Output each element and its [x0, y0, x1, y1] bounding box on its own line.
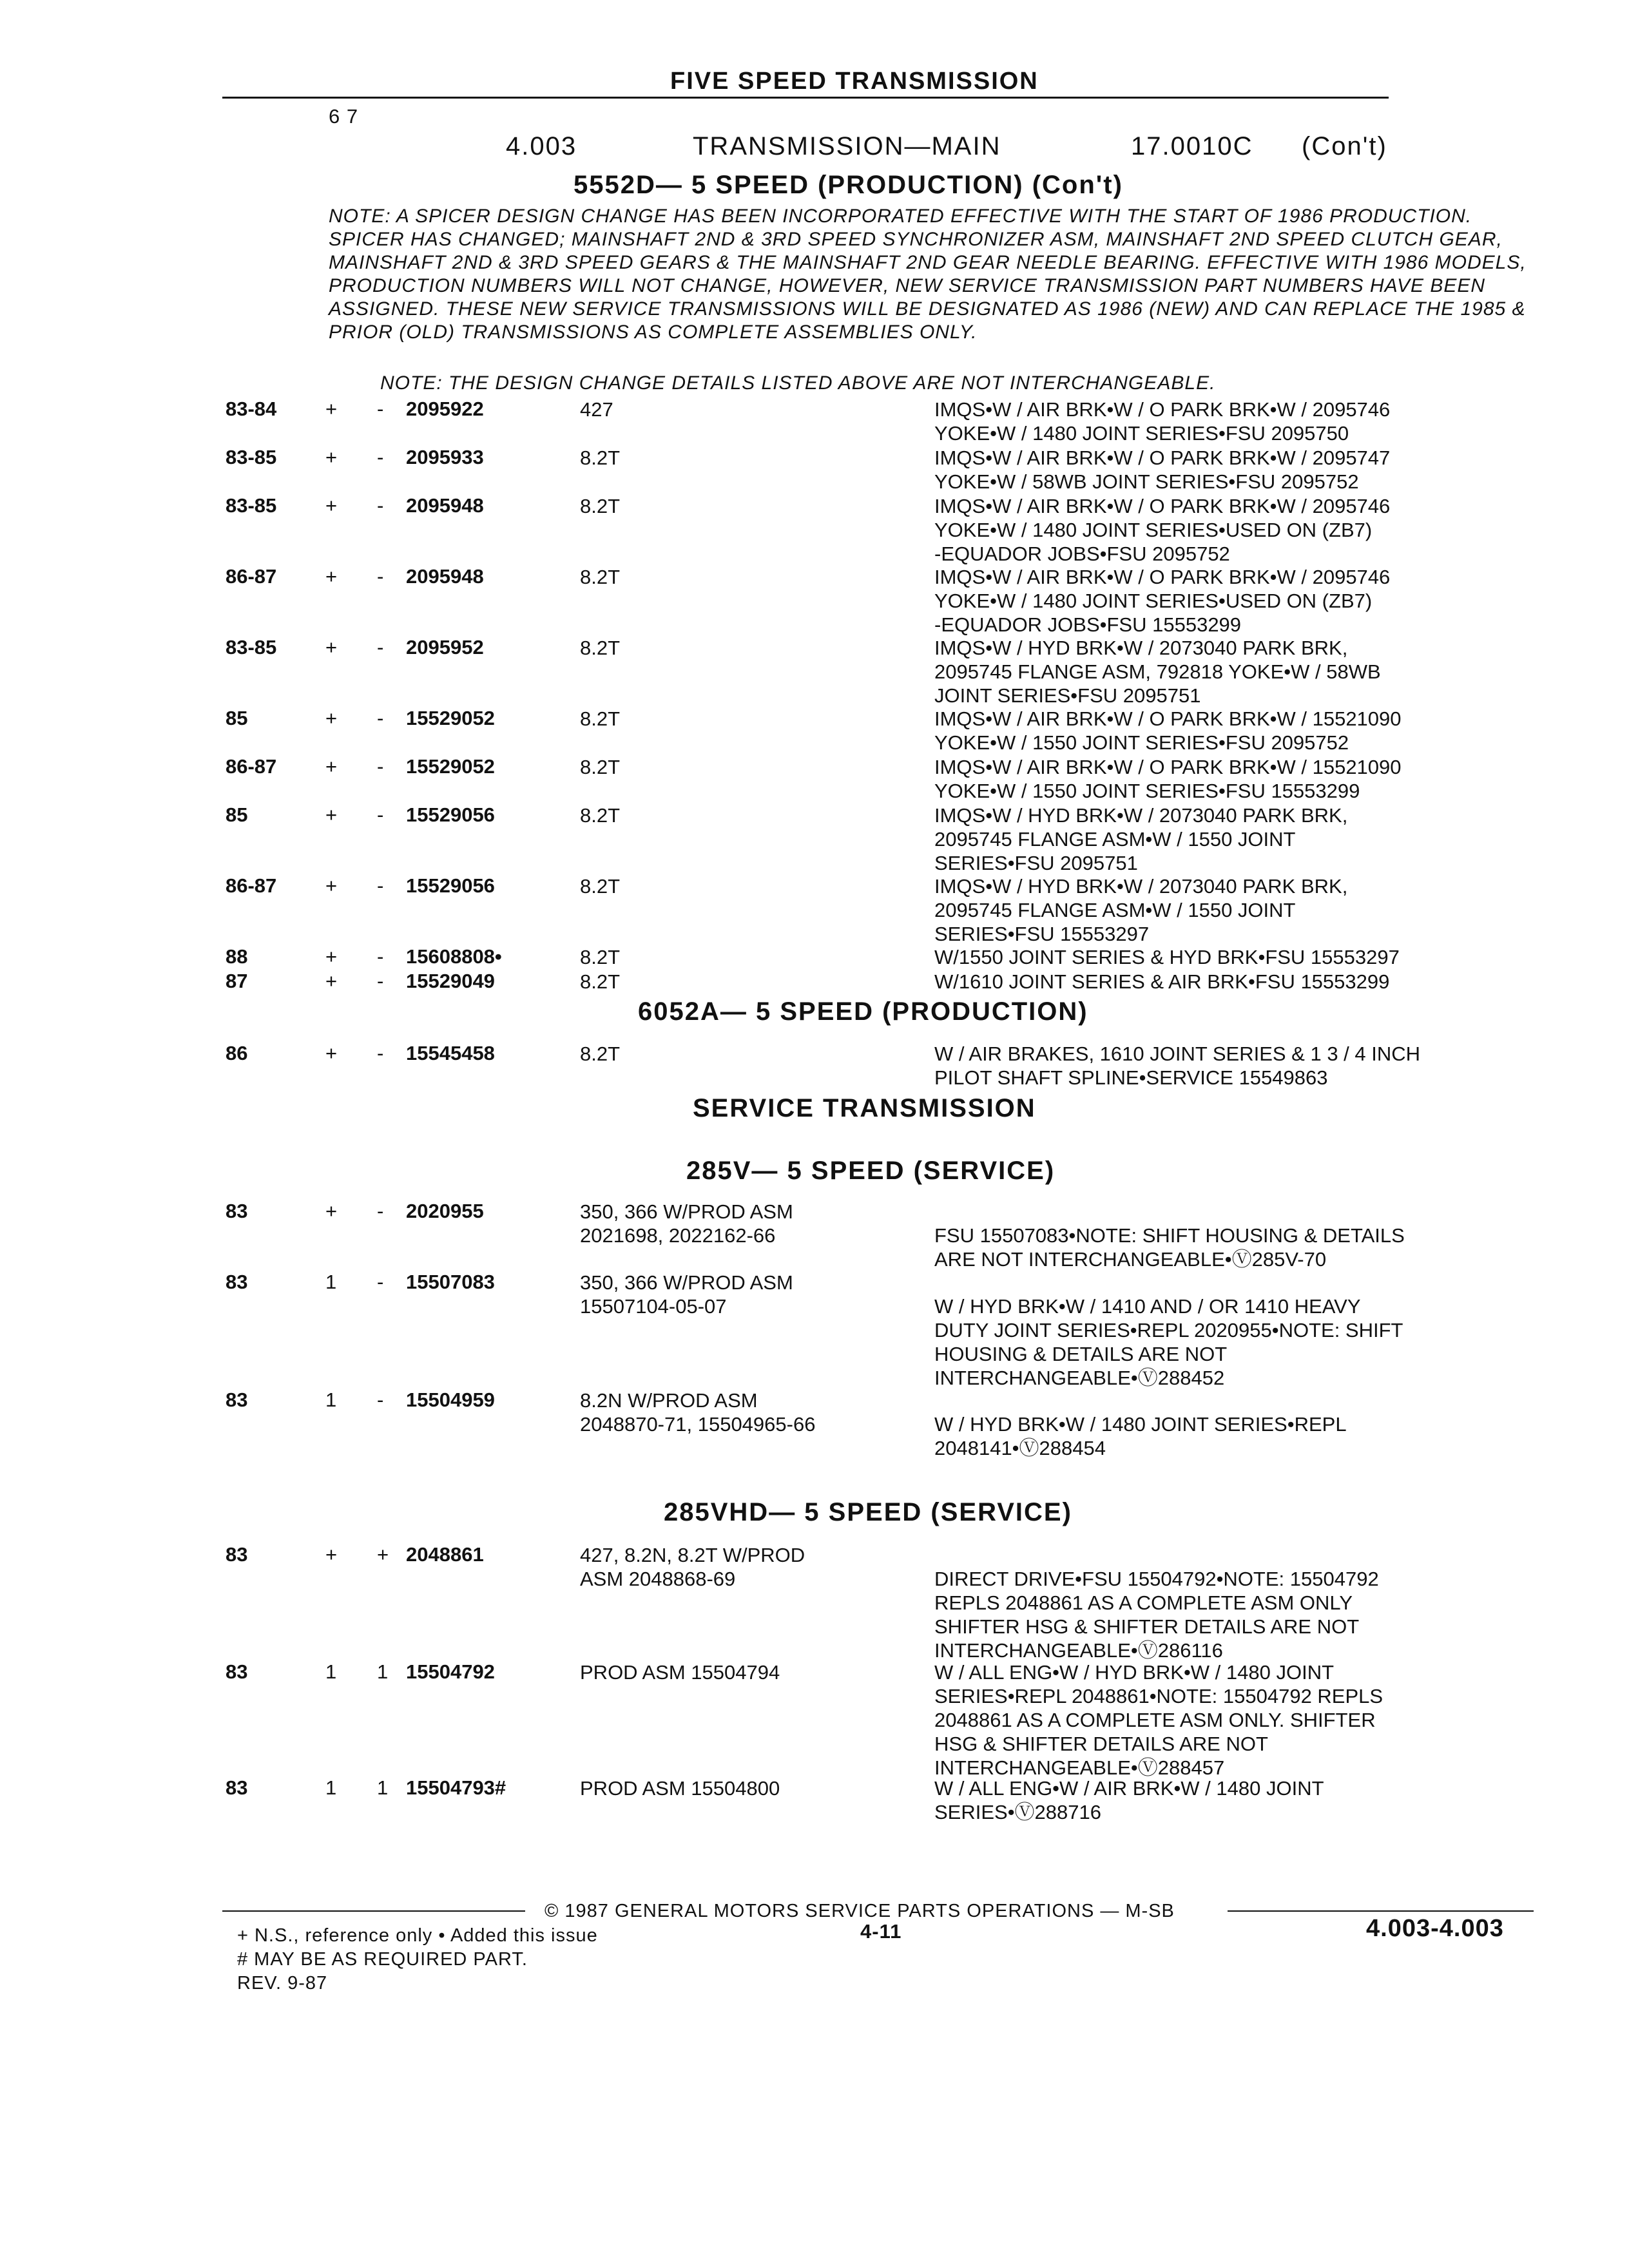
qty-col-7: -: [377, 874, 384, 897]
engine-size: PROD ASM 15504794: [580, 1661, 780, 1684]
description: IMQS•W / HYD BRK•W / 2073040 PARK BRK, 2095745 FLANGE ASM•W / 1550 JOINT SERIES•FSU 15553297: [934, 875, 1348, 945]
service-transmission-heading: SERVICE TRANSMISSION: [693, 1094, 1036, 1122]
model-year: 85: [226, 803, 248, 826]
qty-col-7: -: [377, 945, 384, 968]
qty-col-7: -: [377, 970, 384, 992]
model-year: 83: [226, 1776, 248, 1799]
description: IMQS•W / AIR BRK•W / O PARK BRK•W / 2095746 YOKE•W / 1480 JOINT SERIES•FSU 2095750: [934, 398, 1391, 445]
part-number: 2095948: [406, 565, 484, 588]
column-numbers: 6 7: [329, 105, 359, 128]
engine-size: 8.2T: [580, 970, 621, 993]
qty-col-6: 1: [325, 1776, 337, 1799]
model-year: 83-85: [226, 636, 277, 658]
engine-size: 8.2T: [580, 637, 621, 659]
engine-size: 8.2N W/PROD ASM 2048870-71, 15504965-66: [580, 1389, 816, 1436]
qty-col-6: +: [325, 398, 338, 420]
qty-col-6: +: [325, 1543, 338, 1566]
engine-size: 427, 8.2N, 8.2T W/PROD ASM 2048868-69: [580, 1544, 805, 1590]
group-code: 17.0010C: [1131, 132, 1253, 160]
description: IMQS•W / AIR BRK•W / O PARK BRK•W / 15521090 YOKE•W / 1550 JOINT SERIES•FSU 2095752: [934, 707, 1402, 754]
description: IMQS•W / AIR BRK•W / O PARK BRK•W / 2095747 YOKE•W / 58WB JOINT SERIES•FSU 2095752: [934, 447, 1391, 493]
part-number: 2048861: [406, 1543, 484, 1566]
description: IMQS•W / AIR BRK•W / O PARK BRK•W / 2095746 YOKE•W / 1480 JOINT SERIES•USED ON (ZB7) -EQUADOR JOBS•FSU 2095752: [934, 495, 1391, 565]
description: IMQS•W / AIR BRK•W / O PARK BRK•W / 2095746 YOKE•W / 1480 JOINT SERIES•USED ON (ZB7) -EQUADOR JOBS•FSU 15553299: [934, 566, 1391, 636]
part-number: 15504793#: [406, 1776, 506, 1799]
interchange-note: NOTE: THE DESIGN CHANGE DETAILS LISTED ABOVE ARE NOT INTERCHANGEABLE.: [380, 372, 1216, 394]
qty-col-7: -: [377, 565, 384, 588]
engine-size: 8.2T: [580, 566, 621, 588]
qty-col-6: +: [325, 1200, 338, 1222]
model-year: 83: [226, 1200, 248, 1222]
model-year: 86-87: [226, 874, 277, 897]
part-number: 15529049: [406, 970, 495, 992]
part-number: 2095922: [406, 398, 484, 420]
legend-required: # MAY BE AS REQUIRED PART.: [237, 1949, 528, 1970]
part-number: 15507083: [406, 1271, 495, 1293]
model-year: 83-85: [226, 446, 277, 468]
qty-col-7: -: [377, 1042, 384, 1064]
engine-size: 350, 366 W/PROD ASM 15507104-05-07: [580, 1271, 793, 1318]
engine-size: PROD ASM 15504800: [580, 1777, 780, 1800]
engine-size: 427: [580, 398, 613, 421]
qty-col-6: +: [325, 707, 338, 729]
qty-col-7: -: [377, 636, 384, 658]
qty-col-6: +: [325, 1042, 338, 1064]
copyright: © 1987 GENERAL MOTORS SERVICE PARTS OPERATIONS — M-SB: [545, 1901, 1175, 1921]
model-year: 85: [226, 707, 248, 729]
qty-col-6: +: [325, 755, 338, 778]
description: W / ALL ENG•W / HYD BRK•W / 1480 JOINT SERIES•REPL 2048861•NOTE: 15504792 REPLS 2048861 AS A COMPLETE ASM ONLY. SHIFTER HSG & SHIFTER DETAILS ARE NOT INTERCHANGEABLE•Ⓥ288457: [934, 1661, 1383, 1779]
model-year: 83-84: [226, 398, 277, 420]
part-number: 15529052: [406, 755, 495, 778]
qty-col-6: +: [325, 494, 338, 517]
qty-col-6: +: [325, 945, 338, 968]
qty-col-6: 1: [325, 1660, 337, 1683]
part-number: 2020955: [406, 1200, 484, 1222]
part-number: 15504959: [406, 1389, 495, 1411]
qty-col-6: +: [325, 803, 338, 826]
part-number: 15504792: [406, 1660, 495, 1683]
engine-size: 8.2T: [580, 756, 621, 778]
footer-rule-right: [1228, 1910, 1534, 1912]
engine-size: 8.2T: [580, 447, 621, 469]
model-year: 86: [226, 1042, 248, 1064]
page-range: 4.003-4.003: [1366, 1915, 1504, 1942]
section-title-285vhd: 285VHD— 5 SPEED (SERVICE): [664, 1498, 1072, 1526]
model-year: 83: [226, 1389, 248, 1411]
group-number: 4.003: [506, 132, 577, 160]
qty-col-6: 1: [325, 1271, 337, 1293]
qty-col-7: -: [377, 1389, 384, 1411]
page-header-title: FIVE SPEED TRANSMISSION: [670, 68, 1039, 95]
qty-col-6: +: [325, 874, 338, 897]
qty-col-7: -: [377, 398, 384, 420]
header-rule: [222, 97, 1389, 99]
group-name: TRANSMISSION—MAIN: [693, 132, 1001, 160]
qty-col-7: -: [377, 494, 384, 517]
description: FSU 15507083•NOTE: SHIFT HOUSING & DETAILS ARE NOT INTERCHANGEABLE•Ⓥ285V-70: [934, 1224, 1405, 1271]
qty-col-7: 1: [377, 1660, 389, 1683]
model-year: 88: [226, 945, 248, 968]
model-year: 83: [226, 1660, 248, 1683]
description: IMQS•W / HYD BRK•W / 2073040 PARK BRK, 2095745 FLANGE ASM, 792818 YOKE•W / 58WB JOINT SERIES•FSU 2095751: [934, 637, 1381, 707]
qty-col-7: -: [377, 1200, 384, 1222]
page-number: 4-11: [860, 1920, 902, 1943]
part-number: 15529056: [406, 803, 495, 826]
section-title-285v: 285V— 5 SPEED (SERVICE): [686, 1157, 1055, 1185]
engine-size: 8.2T: [580, 1043, 621, 1065]
part-number: 2095948: [406, 494, 484, 517]
qty-col-6: +: [325, 636, 338, 658]
qty-col-6: 1: [325, 1389, 337, 1411]
model-year: 83-85: [226, 494, 277, 517]
qty-col-7: -: [377, 446, 384, 468]
qty-col-7: -: [377, 755, 384, 778]
description: W/1610 JOINT SERIES & AIR BRK•FSU 15553299: [934, 970, 1390, 993]
revision: REV. 9-87: [237, 1973, 328, 1994]
model-year: 83: [226, 1543, 248, 1566]
model-year: 86-87: [226, 565, 277, 588]
footer-rule-left: [222, 1910, 525, 1912]
design-change-note: NOTE: A SPICER DESIGN CHANGE HAS BEEN INCORPORATED EFFECTIVE WITH THE START OF 1986 PRODUCTION. SPICER HAS CHANGED; MAINSHAFT 2ND & 3RD SPEED SYNCHRONIZER ASM, MAINSHAFT 2ND SPEED CLUTCH GEAR, MAINSHAFT 2ND & 3RD SPEED GEARS & THE MAINSHAFT 2ND GEAR NEEDLE BEARING. EFFECTIVE WITH 1986 MODELS, PRODUCTION NUMBERS WILL NOT CHANGE, HOWEVER, NEW SERVICE TRANSMISSION PART NUMBERS HAVE BEEN ASSIGNED. THESE NEW SERVICE TRANSMISSIONS WILL BE DESIGNATED AS 1986 (NEW) AND CAN REPLACE THE 1985 & PRIOR (OLD) TRANSMISSIONS AS COMPLETE ASSEMBLIES ONLY.: [329, 206, 1527, 343]
qty-col-7: +: [377, 1543, 389, 1566]
part-number: 2095952: [406, 636, 484, 658]
description: W / HYD BRK•W / 1410 AND / OR 1410 HEAVY DUTY JOINT SERIES•REPL 2020955•NOTE: SHIFT HOUSING & DETAILS ARE NOT INTERCHANGEABLE•Ⓥ288452: [934, 1295, 1403, 1389]
description: W / HYD BRK•W / 1480 JOINT SERIES•REPL 2048141•Ⓥ288454: [934, 1413, 1347, 1459]
description: IMQS•W / AIR BRK•W / O PARK BRK•W / 15521090 YOKE•W / 1550 JOINT SERIES•FSU 15553299: [934, 756, 1402, 802]
engine-size: 8.2T: [580, 804, 621, 827]
group-cont: (Con't): [1302, 132, 1387, 160]
engine-size: 8.2T: [580, 707, 621, 730]
part-number: 15545458: [406, 1042, 495, 1064]
qty-col-7: -: [377, 803, 384, 826]
engine-size: 8.2T: [580, 875, 621, 898]
legend-ns: + N.S., reference only • Added this issue: [237, 1925, 598, 1946]
section-title-6052a: 6052A— 5 SPEED (PRODUCTION): [638, 997, 1088, 1026]
part-number: 15529052: [406, 707, 495, 729]
description: IMQS•W / HYD BRK•W / 2073040 PARK BRK, 2095745 FLANGE ASM•W / 1550 JOINT SERIES•FSU 2095751: [934, 804, 1348, 874]
qty-col-7: -: [377, 707, 384, 729]
engine-size: 8.2T: [580, 946, 621, 968]
qty-col-7: -: [377, 1271, 384, 1293]
part-number: 2095933: [406, 446, 484, 468]
section-title-5552d: 5552D— 5 SPEED (PRODUCTION) (Con't): [574, 171, 1123, 199]
engine-size: 8.2T: [580, 495, 621, 517]
qty-col-6: +: [325, 565, 338, 588]
model-year: 83: [226, 1271, 248, 1293]
qty-col-6: +: [325, 970, 338, 992]
engine-size: 350, 366 W/PROD ASM 2021698, 2022162-66: [580, 1200, 793, 1247]
model-year: 86-87: [226, 755, 277, 778]
part-number: 15529056: [406, 874, 495, 897]
description: W / AIR BRAKES, 1610 JOINT SERIES & 1 3 / 4 INCH PILOT SHAFT SPLINE•SERVICE 15549863: [934, 1043, 1421, 1089]
part-number: 15608808•: [406, 945, 502, 968]
description: W / ALL ENG•W / AIR BRK•W / 1480 JOINT SERIES•Ⓥ288716: [934, 1777, 1324, 1823]
description: W/1550 JOINT SERIES & HYD BRK•FSU 15553297: [934, 946, 1400, 968]
model-year: 87: [226, 970, 248, 992]
qty-col-6: +: [325, 446, 338, 468]
qty-col-7: 1: [377, 1776, 389, 1799]
description: DIRECT DRIVE•FSU 15504792•NOTE: 15504792 REPLS 2048861 AS A COMPLETE ASM ONLY SHIFTER HSG & SHIFTER DETAILS ARE NOT INTERCHANGEABLE•Ⓥ286116: [934, 1568, 1379, 1662]
